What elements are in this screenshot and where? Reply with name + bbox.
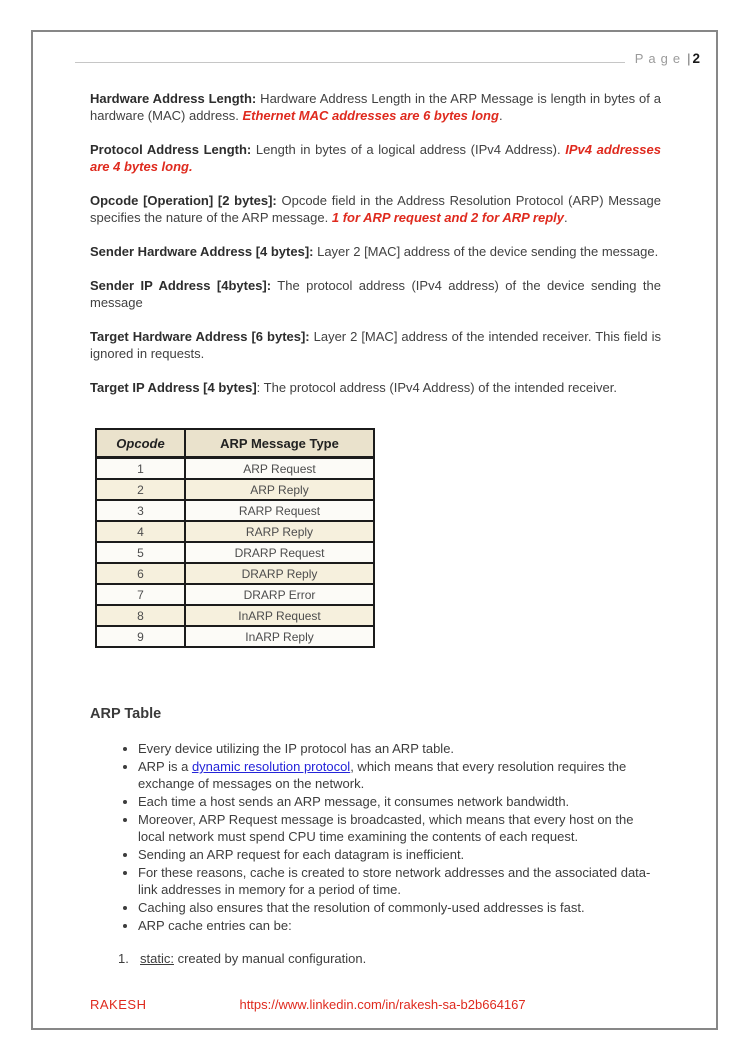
page-number: 2 [692,51,700,66]
author-name: RAKESH [90,997,147,1012]
paragraph-body: Layer 2 [MAC] address of the intended receiver. This field is ignored in requests. [90,329,661,361]
cell-message-type: RARP Request [185,500,374,521]
page-word: Page [634,51,686,66]
table-row [96,563,374,584]
bullet-text: For these reasons, cache is created to store network addresses and the associated data-link addresses in memory for a period of time. [138,865,651,897]
list-item [138,846,661,863]
list-item [138,793,661,810]
paragraph-tail: . [498,108,503,123]
paragraph-emphasis-red: IPv4 addresses are 4 bytes long. [90,142,661,174]
paragraph-emphasis-red: 1 for ARP request and 2 for ARP reply [331,210,564,225]
item-term: static: [140,951,174,966]
cell-message-type: InARP Reply [185,626,374,647]
dynamic-resolution-protocol-link[interactable]: dynamic resolution protocol [191,759,351,774]
cell-message-type: InARP Request [185,605,374,626]
bullet-text: Moreover, ARP Request message is broadcasted, which means that every host on the local network must spend CPU time examining the contents of each request. [138,812,634,844]
paragraph-lead: Protocol Address Length: [90,142,252,157]
page-separator: | [687,51,691,66]
table-row [96,584,374,605]
bullet-text: Every device utilizing the IP protocol has an ARP table. [138,741,455,756]
paragraph-body: Length in bytes of a logical address (IPv4 Address). [251,142,566,157]
table-row [96,500,374,521]
cell-opcode: 7 [96,584,185,605]
table-row [96,458,374,480]
paragraph-opcode [90,192,661,226]
item-text [140,950,366,967]
paragraph-body: : The protocol address (IPv4 Address) of the intended receiver. [256,380,618,395]
bullet-text: ARP is a [138,759,192,774]
paragraph-lead: Opcode [Operation] [2 bytes]: [90,193,277,208]
item-definition: created by manual configuration. [173,951,367,966]
bullet-text: Each time a host sends an ARP message, it consumes network bandwidth. [138,794,570,809]
cell-message-type: ARP Reply [185,479,374,500]
cell-opcode: 2 [96,479,185,500]
paragraph-hardware-address-length [90,90,661,124]
table-row [96,479,374,500]
list-item [138,758,661,792]
table-row [96,605,374,626]
field-definitions [90,90,661,396]
section-title-arp-table: ARP Table [90,706,162,722]
table-row [96,521,374,542]
paragraph-target-hardware-address [90,328,661,362]
paragraph-sender-hardware-address [90,243,661,260]
paragraph-body: Opcode field in the Address Resolution Protocol (ARP) Message specifies the nature of the ARP message. [90,193,661,225]
list-item [138,864,661,898]
bullet-text: Sending an ARP request for each datagram is inefficient. [138,847,465,862]
list-item [138,899,661,916]
column-header-opcode: Opcode [96,429,185,458]
cell-opcode: 9 [96,626,185,647]
table-header-row [96,429,374,458]
linkedin-url-link[interactable]: https://www.linkedin.com/in/rakesh-sa-b2b664167 [239,997,526,1012]
header-rule [75,61,625,63]
table-row [96,542,374,563]
paragraph-protocol-address-length [90,141,661,175]
cell-opcode: 5 [96,542,185,563]
paragraph-tail: . [563,210,568,225]
table-row [96,626,374,647]
cell-message-type: DRARP Error [185,584,374,605]
paragraph-emphasis-red: Ethernet MAC addresses are 6 bytes long [242,108,499,123]
cell-opcode: 8 [96,605,185,626]
item-number: 1. [118,951,129,966]
page-header [75,44,700,66]
list-item [138,740,661,757]
paragraph-sender-ip-address [90,277,661,311]
bullet-text: , which means that every resolution requires the exchange of messages on the network. [138,759,627,791]
paragraph-lead: Target IP Address [4 bytes] [90,380,257,395]
page-footer [90,997,526,1012]
bullet-text: ARP cache entries can be: [138,918,292,933]
document-page [31,30,718,1030]
cell-message-type: DRARP Request [185,542,374,563]
paragraph-lead: Hardware Address Length: [90,91,257,106]
paragraph-lead: Sender Hardware Address [4 bytes]: [90,244,314,259]
paragraph-lead: Target Hardware Address [6 bytes]: [90,329,310,344]
bullet-text: Caching also ensures that the resolution of commonly-used addresses is fast. [138,900,585,915]
opcode-table [95,428,375,648]
paragraph-body: Hardware Address Length in the ARP Message is length in bytes of a hardware (MAC) address. [90,91,661,123]
cell-message-type: RARP Reply [185,521,374,542]
cell-opcode: 1 [96,458,185,480]
list-item [138,811,661,845]
cell-message-type: DRARP Reply [185,563,374,584]
cell-opcode: 4 [96,521,185,542]
paragraph-body: The protocol address (IPv4 address) of the device sending the message [90,278,662,310]
numbered-item-static [90,950,661,967]
paragraph-body: Layer 2 [MAC] address of the device sending the message. [313,244,659,259]
cell-opcode: 6 [96,563,185,584]
paragraph-lead: Sender IP Address [4bytes]: [90,278,272,293]
list-item [138,917,661,934]
arp-table-bullet-list [90,740,661,934]
cell-message-type: ARP Request [185,458,374,480]
cell-opcode: 3 [96,500,185,521]
column-header-arp-message-type: ARP Message Type [185,429,374,458]
paragraph-target-ip-address [90,379,661,396]
page-content [33,90,716,967]
